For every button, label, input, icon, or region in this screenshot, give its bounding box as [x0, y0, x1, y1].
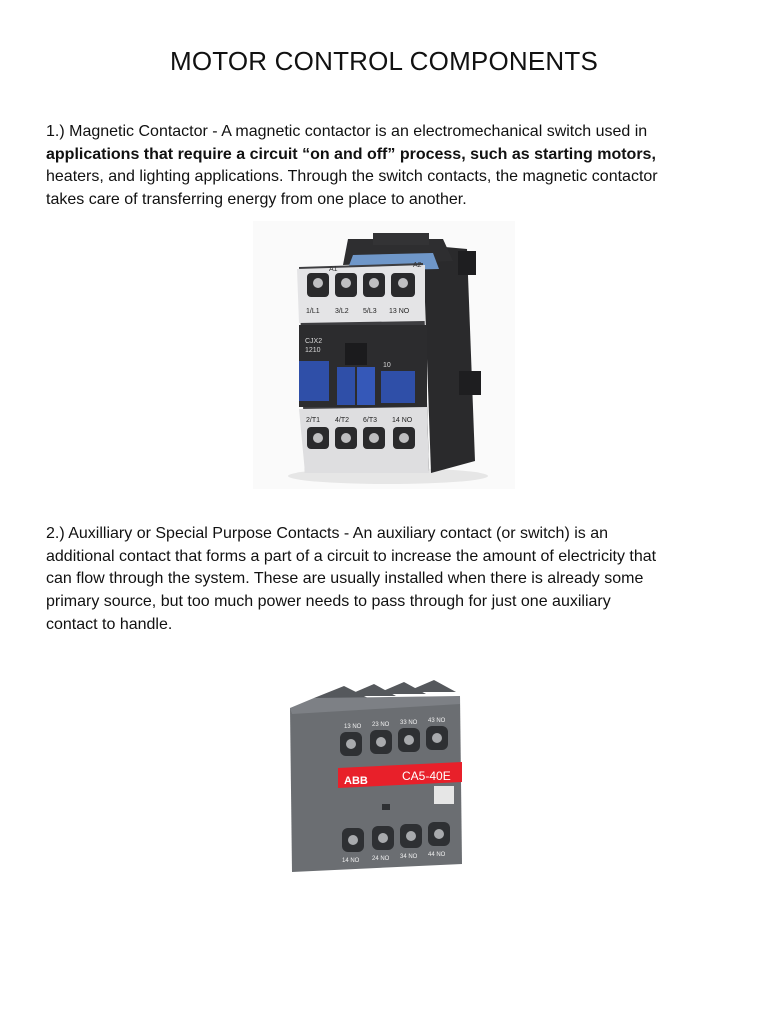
terminal-top-label-3: 5/L3	[363, 308, 377, 315]
aux-model-label: CA5-40E	[402, 769, 451, 783]
paragraph-line-bold: applications that require a circuit “on and off” process, such as starting motors,	[46, 145, 656, 163]
auxiliary-contact-photo	[284, 668, 468, 880]
page-title: MOTOR CONTROL COMPONENTS	[169, 46, 599, 76]
aux-top-label-1: 13 NO	[344, 724, 362, 730]
aux-top-label-2: 23 NO	[372, 722, 390, 728]
paragraph-line: contact to handle.	[46, 615, 173, 633]
paragraph-line: 2.) Auxilliary or Special Purpose Contacts - An auxiliary contact (or switch) is an	[46, 525, 609, 542]
aux-top-label-4: 43 NO	[428, 718, 446, 724]
aux-top-label-3: 33 NO	[400, 720, 418, 726]
aux-bottom-label-2: 24 NO	[372, 856, 390, 862]
model-text-line2: 1210	[305, 347, 321, 354]
terminal-top-label-4: 13 NO	[389, 308, 410, 315]
paragraph-auxiliary-contacts	[46, 523, 736, 637]
paragraph-line: takes care of transferring energy from one place to another.	[46, 191, 467, 209]
magnetic-contactor-photo	[253, 221, 515, 489]
paragraph-line: can flow through the system. These are usually installed when there is already some	[46, 570, 644, 588]
paragraph-line: additional contact that forms a part of a circuit to increase the amount of electricity that	[46, 547, 657, 565]
coil-label-a1: A1	[329, 266, 338, 273]
coil-label-a2: A2	[413, 262, 422, 269]
model-text-line1: CJX2	[305, 338, 323, 345]
paragraph-line: 1.) Magnetic Contactor - A magnetic contactor is an electromechanical switch used in	[46, 123, 648, 140]
aux-bottom-label-4: 44 NO	[428, 852, 446, 858]
aux-bottom-label-3: 34 NO	[400, 854, 418, 860]
terminal-top-label-1: 1/L1	[306, 308, 320, 315]
paragraph-magnetic-contactor	[46, 121, 736, 212]
aux-brand-label: ABB	[344, 775, 368, 787]
paragraph-line: heaters, and lighting applications. Through the switch contacts, the magnetic contactor	[46, 168, 658, 186]
terminal-top-label-2: 3/L2	[335, 308, 349, 315]
terminal-bottom-label-2: 4/T2	[335, 417, 350, 424]
aux-bottom-label-1: 14 NO	[342, 858, 360, 864]
terminal-bottom-label-1: 2/T1	[306, 417, 321, 424]
terminal-bottom-label-3: 6/T3	[363, 417, 378, 424]
paragraph-line: primary source, but too much power needs to pass through for just one auxiliary	[46, 593, 611, 611]
terminal-bottom-label-4: 14 NO	[392, 417, 413, 424]
right-label: 10	[383, 362, 391, 369]
